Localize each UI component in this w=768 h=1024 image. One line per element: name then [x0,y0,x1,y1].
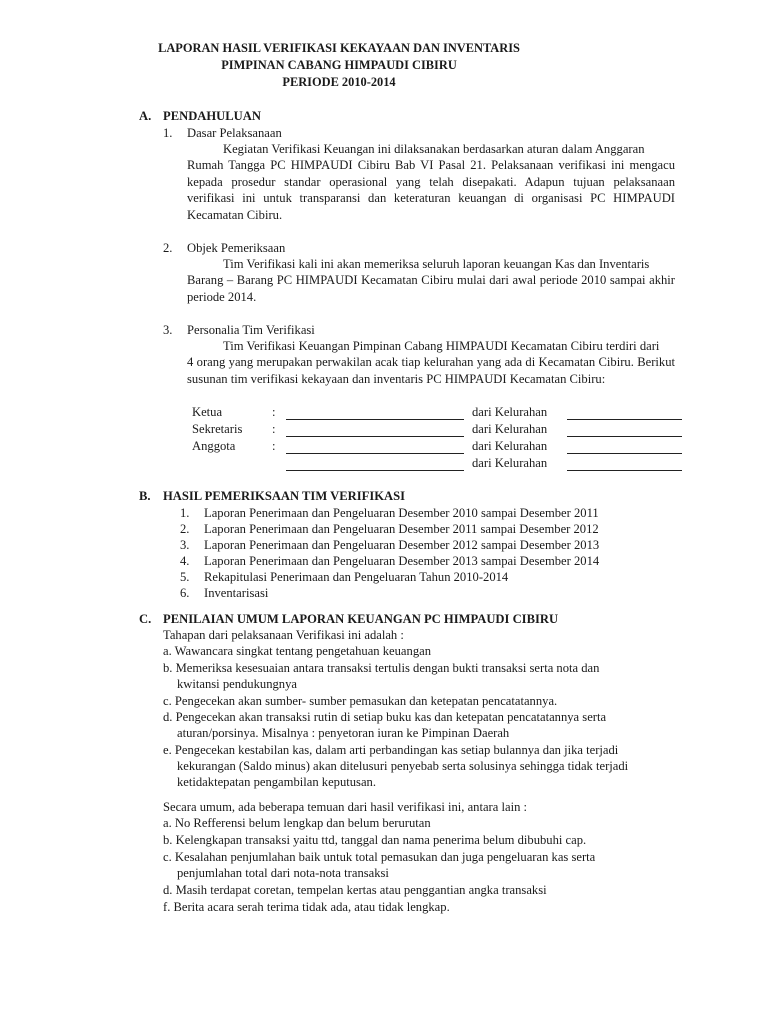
a3-body-first-line: Tim Verifikasi Keuangan Pimpinan Cabang HIMPAUDI Kecamatan Cibiru terdiri dari [223,339,660,353]
a1-body: Rumah Tangga PC HIMPAUDI Cibiru Bab VI Pasal 21. Pelaksanaan verifikasi ini mengacu kepada prosedur standar operasional yang telah disepakati. Adapun tujuan pelaksanaan verifikasi ini untuk transparansi dan keteraturan keuangan di organisasi PC HIMPAUDI Kecamatan Cibiru. [187,158,675,222]
a1-number: 1. [163,126,173,140]
b-item-number: 3. [180,538,190,552]
section-b-heading: HASIL PEMERIKSAAN TIM VERIFIKASI [163,489,406,503]
c-finding: a. No Refferensi belum lengkap dan belum berurutan [163,816,431,830]
team-suffix: dari Kelurahan [472,422,548,436]
name-blank-line [286,419,464,420]
c-findings-intro: Secara umum, ada beberapa temuan dari hasil verifikasi ini, antara lain : [163,800,528,814]
team-suffix: dari Kelurahan [472,456,548,470]
c-step: e. Pengecekan kestabilan kas, dalam arti perbandingan kas setiap bulannya dan jika terjadi [163,743,619,757]
c-finding-continuation: penjumlahan total dari nota-nota transaksi [177,866,389,880]
c-intro: Tahapan dari pelaksanaan Verifikasi ini adalah : [163,628,404,642]
kelurahan-blank-line [567,419,682,420]
a2-body: Barang – Barang PC HIMPAUDI Kecamatan Cibiru mulai dari awal periode 2010 sampai akhir periode 2014. [187,273,675,304]
doc-title-line-1: LAPORAN HASIL VERIFIKASI KEKAYAAN DAN INVENTARIS [158,41,520,55]
a3-heading: Personalia Tim Verifikasi [187,323,315,337]
b-item-text: Laporan Penerimaan dan Pengeluaran Desember 2012 sampai Desember 2013 [204,538,600,552]
doc-title-line-3: PERIODE 2010-2014 [282,75,396,89]
c-step-continuation: ketidaktepatan pengambilan keputusan. [177,775,376,789]
a2-body-first-line: Tim Verifikasi kali ini akan memeriksa seluruh laporan keuangan Kas dan Inventaris [223,257,650,271]
b-item-number: 5. [180,570,190,584]
b-item-text: Laporan Penerimaan dan Pengeluaran Desember 2013 sampai Desember 2014 [204,554,600,568]
c-finding: d. Masih terdapat coretan, tempelan kertas atau penggantian angka transaksi [163,883,547,897]
a1-body-first-line: Kegiatan Verifikasi Keuangan ini dilaksanakan berdasarkan aturan dalam Anggaran [223,142,645,156]
name-blank-line [286,436,464,437]
kelurahan-blank-line [567,453,682,454]
section-a-heading: PENDAHULUAN [163,109,261,123]
name-blank-line [286,453,464,454]
c-step: b. Memeriksa kesesuaian antara transaksi tertulis dengan bukti transaksi serta nota dan [163,661,600,675]
c-finding: b. Kelengkapan transaksi yaitu ttd, tanggal dan nama penerima belum dibubuhi cap. [163,833,587,847]
c-step: a. Wawancara singkat tentang pengetahuan keuangan [163,644,432,658]
kelurahan-blank-line [567,436,682,437]
doc-title-line-2: PIMPINAN CABANG HIMPAUDI CIBIRU [221,58,457,72]
c-step: c. Pengecekan akan sumber- sumber pemasukan dan ketepatan pencatatannya. [163,694,558,708]
a2-number: 2. [163,241,173,255]
a3-number: 3. [163,323,173,337]
c-finding: f. Berita acara serah terima tidak ada, atau tidak lengkap. [163,900,450,914]
c-step-continuation: kekurangan (Saldo minus) akan ditelusuri penyebab serta solusinya sehingga tidak terjadi [177,759,629,773]
a1-heading: Dasar Pelaksanaan [187,126,282,140]
team-role-sekretaris: Sekretaris [192,422,243,436]
c-step: d. Pengecekan akan transaksi rutin di setiap buku kas dan ketepatan pencatatannya serta [163,710,607,724]
team-role-ketua: Ketua [192,405,223,419]
b-item-number: 2. [180,522,190,536]
kelurahan-blank-line [567,470,682,471]
c-finding: c. Kesalahan penjumlahan baik untuk total pemasukan dan juga pengeluaran kas serta [163,850,596,864]
b-item-number: 1. [180,506,190,520]
team-colon: : [272,405,276,419]
section-c-heading: PENILAIAN UMUM LAPORAN KEUANGAN PC HIMPAUDI CIBIRU [163,612,559,626]
section-b-letter: B. [139,489,151,503]
a2-heading: Objek Pemeriksaan [187,241,286,255]
team-colon: : [272,439,276,453]
b-item-number: 6. [180,586,190,600]
b-item-text: Laporan Penerimaan dan Pengeluaran Desember 2010 sampai Desember 2011 [204,506,599,520]
name-blank-line [286,470,464,471]
c-step-continuation: kwitansi pendukungnya [177,677,297,691]
team-suffix: dari Kelurahan [472,439,548,453]
team-colon: : [272,422,276,436]
team-role-anggota: Anggota [192,439,236,453]
b-item-number: 4. [180,554,190,568]
section-a-letter: A. [139,109,152,123]
b-item-text: Laporan Penerimaan dan Pengeluaran Desember 2011 sampai Desember 2012 [204,522,599,536]
team-suffix: dari Kelurahan [472,405,548,419]
b-item-text: Inventarisasi [204,586,269,600]
c-step-continuation: aturan/porsinya. Misalnya : penyetoran iuran ke Pimpinan Daerah [177,726,510,740]
b-item-text: Rekapitulasi Penerimaan dan Pengeluaran Tahun 2010-2014 [204,570,509,584]
section-c-letter: C. [139,612,152,626]
a3-body: 4 orang yang merupakan perwakilan acak tiap kelurahan yang ada di Kecamatan Cibiru. Berikut susunan tim verifikasi kekayaan dan inventaris PC HIMPAUDI Kecamatan Cibiru: [187,355,675,386]
